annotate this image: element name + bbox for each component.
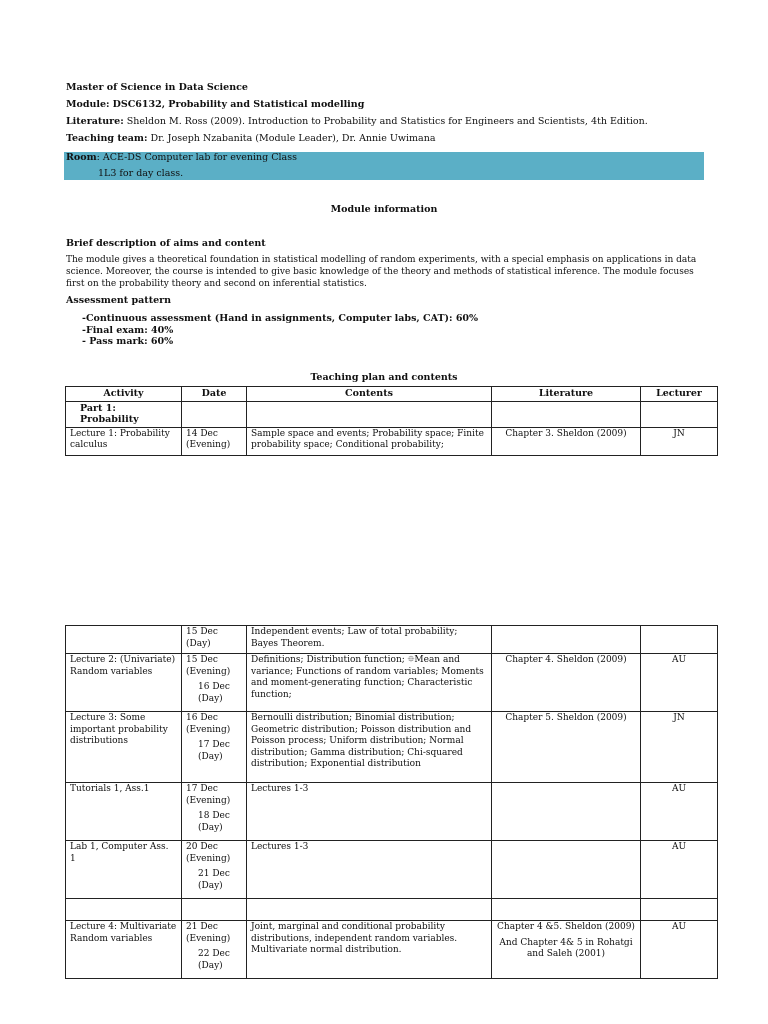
date-secondary: 18 Dec (Day) xyxy=(198,811,230,833)
lecturer-cell: JN xyxy=(641,712,718,783)
table-cell xyxy=(182,401,247,427)
lecturer-cell xyxy=(641,899,718,921)
literature-cell xyxy=(492,626,641,654)
date-cell xyxy=(182,783,247,841)
activity-cell: Lecture 1: Probability calculus xyxy=(66,427,182,455)
literature-cell xyxy=(492,712,641,783)
room-line-2: 1L3 for day class. xyxy=(98,168,184,179)
literature-cell: Chapter 3. Sheldon (2009) xyxy=(492,427,641,455)
table-cell xyxy=(492,401,641,427)
room-value: : ACE-DS Computer lab for evening Class xyxy=(96,152,297,163)
room-label: Room xyxy=(66,152,97,163)
date-primary: 17 Dec (Evening) xyxy=(186,784,231,806)
teaching-plan-table xyxy=(65,386,718,456)
contents-cell: Lectures 1-3 xyxy=(247,783,492,841)
date-secondary: 16 Dec (Day) xyxy=(198,682,230,704)
date-primary: 15 Dec (Evening) xyxy=(186,655,231,677)
header-activity: Activity xyxy=(66,387,182,402)
program-title: Master of Science in Data Science xyxy=(66,82,248,93)
date-cell xyxy=(182,654,247,712)
lecturer-cell: AU xyxy=(641,783,718,841)
table-cell xyxy=(247,401,492,427)
literature-secondary: And Chapter 4& 5 in Rohatgi and Saleh (2001) xyxy=(499,937,633,959)
module-value: DSC6132, Probability and Statistical modelling xyxy=(112,99,365,110)
contents-cell: Joint, marginal and conditional probability distributions, independent random variables. Multivariate normal distribution. xyxy=(247,921,492,979)
contents-cell xyxy=(247,899,492,921)
header-date: Date xyxy=(182,387,247,402)
team-value: Dr. Joseph Nzabanita (Module Leader), Dr. Annie Uwimana xyxy=(150,133,436,144)
date-cell: 14 Dec (Evening) xyxy=(182,427,247,455)
aims-title: Brief description of aims and content xyxy=(66,238,266,249)
module-info-title: Module information xyxy=(330,204,438,215)
date-cell xyxy=(182,899,247,921)
date-cell xyxy=(182,626,247,654)
lecturer-cell: AU xyxy=(641,921,718,979)
part-row xyxy=(66,401,718,427)
assessment-item: -Final exam: 40% xyxy=(82,325,174,336)
literature-cell xyxy=(492,921,641,979)
table-row xyxy=(66,626,718,654)
literature-cell xyxy=(492,654,641,712)
contents-cell: Definitions; Distribution function; ⯐Mean and variance; Functions of random variables; Moments and moment-generating function; Characteristic function; xyxy=(247,654,492,712)
table-header-row xyxy=(66,387,718,402)
activity-cell: Lecture 3: Some important probability distributions xyxy=(66,712,182,783)
header-lecturer: Lecturer xyxy=(641,387,718,402)
table-row xyxy=(66,921,718,979)
table-row xyxy=(66,899,718,921)
lecturer-cell xyxy=(641,626,718,654)
aims-text: The module gives a theoretical foundation in statistical modelling of random experiments, with a special emphasis on applications in data science. Moreover, the course is intended to give basic knowledge of the theory and methods of statistical inference. The module focuses first on the probability theory and second on inferential statistics. xyxy=(66,255,697,289)
assessment-item: -Continuous assessment (Hand in assignments, Computer labs, CAT): 60% xyxy=(82,313,479,324)
table-row xyxy=(66,783,718,841)
contents-cell: Lectures 1-3 xyxy=(247,841,492,899)
lecturer-cell: AU xyxy=(641,654,718,712)
activity-cell xyxy=(66,899,182,921)
table-row xyxy=(66,841,718,899)
plan-title: Teaching plan and contents xyxy=(310,372,458,383)
literature-cell xyxy=(492,841,641,899)
date-primary: 15 Dec (Day) xyxy=(186,627,218,649)
literature-cell xyxy=(492,899,641,921)
header-contents: Contents xyxy=(247,387,492,402)
table-cell xyxy=(641,401,718,427)
activity-cell: Lecture 4: Multivariate Random variables xyxy=(66,921,182,979)
assessment-item: - Pass mark: 60% xyxy=(82,336,174,347)
literature-line xyxy=(66,116,648,128)
header-literature: Literature xyxy=(492,387,641,402)
table-row xyxy=(66,654,718,712)
lecturer-cell: JN xyxy=(641,427,718,455)
teaching-plan-table-continued xyxy=(65,625,718,979)
contents-cell: Independent events; Law of total probability; Bayes Theorem. xyxy=(247,626,492,654)
module-line xyxy=(66,99,364,111)
module-label: Module: xyxy=(66,99,110,110)
date-primary: 20 Dec (Evening) xyxy=(186,842,231,864)
literature-cell xyxy=(492,783,641,841)
literature-label: Literature: xyxy=(66,116,124,127)
contents-cell: Bernoulli distribution; Binomial distribution; Geometric distribution; Poisson distribution and Poisson process; Uniform distribution; Normal distribution; Gamma distribution; Chi-squared distribution; Exponential distribution xyxy=(247,712,492,783)
assessment-title: Assessment pattern xyxy=(66,295,172,306)
activity-cell: Lab 1, Computer Ass. 1 xyxy=(66,841,182,899)
room-line xyxy=(66,152,297,164)
date-cell xyxy=(182,712,247,783)
date-secondary: 22 Dec (Day) xyxy=(198,949,230,971)
literature-primary: Chapter 4 &5. Sheldon (2009) xyxy=(497,922,635,932)
date-secondary: 21 Dec (Day) xyxy=(198,869,230,891)
literature-value: Sheldon M. Ross (2009). Introduction to Probability and Statistics for Engineers and Scientists, 4th Edition. xyxy=(126,116,648,127)
contents-cell: Sample space and events; Probability space; Finite probability space; Conditional probability; xyxy=(247,427,492,455)
part-label: Part 1: Probability xyxy=(66,401,182,427)
date-primary: 16 Dec (Evening) xyxy=(186,713,231,735)
team-line xyxy=(66,133,435,145)
team-label: Teaching team: xyxy=(66,133,148,144)
date-primary: 21 Dec (Evening) xyxy=(186,922,231,944)
date-cell xyxy=(182,841,247,899)
table-row xyxy=(66,427,718,455)
date-cell xyxy=(182,921,247,979)
activity-cell: Tutorials 1, Ass.1 xyxy=(66,783,182,841)
literature-primary: Chapter 5. Sheldon (2009) xyxy=(505,713,627,723)
literature-primary: Chapter 4. Sheldon (2009) xyxy=(505,655,627,665)
activity-cell xyxy=(66,626,182,654)
activity-cell: Lecture 2: (Univariate) Random variables xyxy=(66,654,182,712)
date-secondary: 17 Dec (Day) xyxy=(198,740,230,762)
table-row xyxy=(66,712,718,783)
lecturer-cell: AU xyxy=(641,841,718,899)
